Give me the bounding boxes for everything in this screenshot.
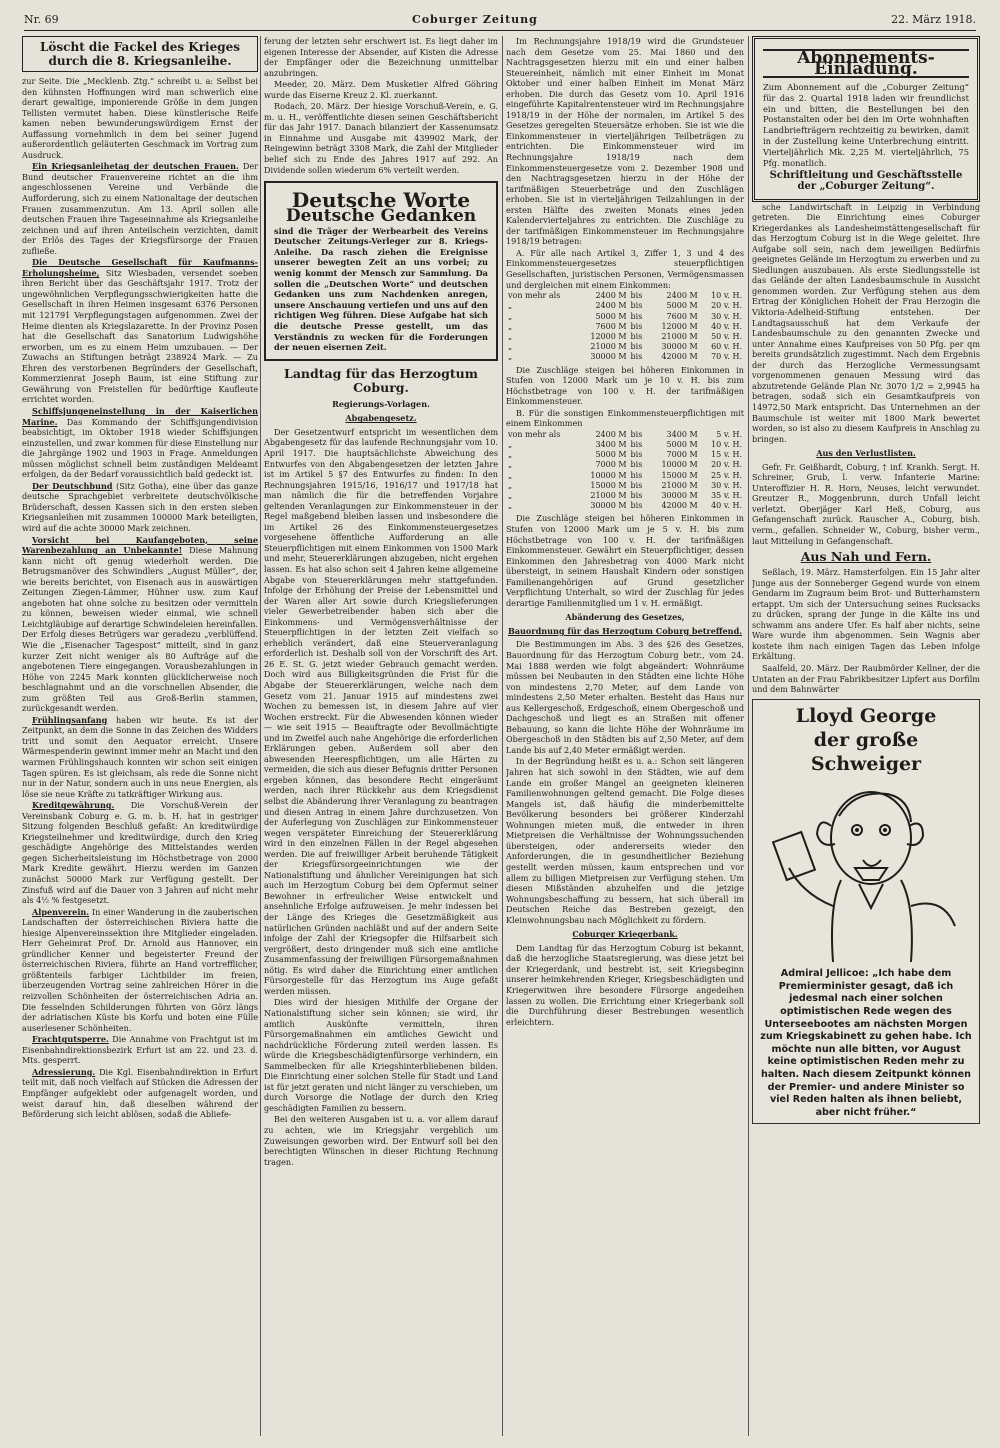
article-text: A. Für alle nach Artikel 3, Ziffer 1, 3 und 4 des Einkommensteuergesetzes steuerpflichtigen Gesellschaften, juristischen Personen, Vermögensmassen und dergleichen mit einem Einkommen: bbox=[506, 247, 744, 290]
article-text: Sitz Wiesbaden, versendet soeben ihren Bericht über das Geschäftsjahr 1917. Trotz der ungewöhnlichen Verpflegungsschwierigkeiten hatte die Gesellschaft in ihren Heimen insgesamt 6376 Personen mit 121791 Verpflegungstagen aufgenommen. Zwei der Heime dienten als Kriegslazarette. In der Provinz Posen hat die Gesellschaft das Sanatorium Ludwigshöhe erworben, um es zu einem Heim umzubauen. — Der Zuwachs an Stiftungen beträgt 238924 Mark. — Zu Ehren des verstorbenen Begründers der Gesellschaft, Kommerzienrat Joseph Baum, ist eine Stiftung zur Gewährung von Freistellen für bedürftige Kaufleute errichtet worden. bbox=[22, 267, 258, 405]
table-cell: 30000 M bbox=[590, 352, 627, 362]
column-1 bbox=[22, 36, 258, 1121]
table-row bbox=[506, 352, 744, 362]
article-heading: Kreditgewährung. bbox=[32, 800, 115, 811]
column-4 bbox=[752, 36, 980, 1124]
table-cell: 3400 M bbox=[595, 440, 627, 450]
section-title: Aus den Verlustlisten. bbox=[816, 448, 916, 459]
war-loan-slogan: Löscht die Fackel des Krieges durch die 8. Kriegsanleihe. bbox=[39, 40, 241, 68]
table-cell: 3400 M bbox=[666, 429, 698, 439]
article-text: Dem Landtag für das Herzogtum Coburg ist bekannt, daß die herzogliche Staatsregierung, was diese jetzt bei der Kriegerdank, und bestrebt ist, seit Kriegsbeginn unserer heimkehrenden Krieger, Kriegsbeschädigten und Kriegerwitwen ihre besondere Fürsorge angedeihen lassen zu wollen. Die Errichtung einer Kriegerbank soll die Durchführung dieser Bestrebungen wesentlich erleichtern. bbox=[506, 942, 744, 1027]
table-cell: 2400 M bbox=[666, 291, 698, 301]
table-row bbox=[506, 460, 744, 470]
table-cell: „ bbox=[508, 342, 513, 352]
table-row bbox=[506, 440, 744, 450]
table-cell: 21000 M bbox=[590, 342, 627, 352]
article-text: Bei den weiteren Ausgaben ist u. a. vor allem darauf zu achten, wie im Kriegsjahr vergeblich um Zuweisungen geworben wird. Der Entwurf soll bei den berechtigten Wünschen in dieser Richtung Rechnung tragen. bbox=[264, 1114, 498, 1167]
article-text: Rodach, 20. März. Der hiesige Vorschuß-Verein, e. G. m. u. H., veröffentlichte diesen seinen Geschäftsbericht für das Jahr 1917. Danach bilanziert der Kassenumsatz in Einnahme und Ausgabe mit 439902 Mark, der Reingewinn beträgt 3308 Mark, die Zahl der Mitglieder belief sich zu Ende des Jahres 1917 auf 292. An Dividende sollen wiederum 6% verteilt werden. bbox=[264, 101, 498, 175]
article-text: zur Seite. Die „Mecklenb. Ztg.“ schreibt u. a: Selbst bei den kühnsten Hoffnungen wird man schwerlich eine derart gewaltige, imponierende Größe in dem jungen Tellisten vermutet haben. Diese künstlerische Reife kamen neben bewunderungswürdigem Ernst der Auffassung vornehmlich in dem bei seiner Jugend außerordentlich geläuterten Geschmack im Vortrag zum Ausdruck. bbox=[22, 76, 258, 160]
article-text: Die Bestimmungen im Abs. 3 des §26 des Gesetzes, Bauordnung für das Herzogtum Coburg betr., vom 24. Mai 1888 werden wie folgt abgeändert: Wohnräume müssen bei Neubauten in den Städten eine lichte Höhe von mindestens 2,70 Meter, auf dem Lande von mindestens 2,50 Meter erhalten. Besteht das Haus nur aus Kellergeschoß, Erdgeschoß, einem Obergeschoß und Dachgeschoß und liegt es an Straßen mit offener Bebauung, so kann die lichte Höhe der Wohnräume im Obergeschoß in den Städten bis auf 2,50 Meter, auf dem Lande bis auf 2,40 Meter ermäßigt werden. bbox=[506, 639, 744, 755]
table-cell: 5000 M bbox=[595, 311, 627, 321]
table-cell: „ bbox=[508, 450, 513, 460]
table-cell: 42000 M bbox=[661, 501, 698, 511]
table-cell: 70 v. H. bbox=[711, 352, 742, 362]
table-cell: bis bbox=[630, 480, 643, 490]
table-cell: 21000 M bbox=[590, 491, 627, 501]
table-cell: 15000 M bbox=[661, 470, 698, 480]
table-cell: 21000 M bbox=[661, 480, 698, 490]
table-cell: 42000 M bbox=[661, 352, 698, 362]
article-text: Die Kgl. Eisenbahndirektion in Erfurt teilt mit, daß noch vielfach auf Stücken die Adressen der Empfänger aufgeklebt oder aufgenagelt worden, und weist darauf hin, daß dieselben während der Beförderung sich leicht ablösen, sodaß die Abliefe- bbox=[22, 1066, 258, 1120]
section-subtitle: Coburger Kriegerbank. bbox=[572, 929, 678, 940]
table-cell: 7600 M bbox=[595, 321, 627, 331]
article-text: (Sitz Gotha), eine über das ganze deutsche Sprachgebiet verbreitete deutschvölkische Brüderschaft, dessen Kassen sich in den ersten sieben Kriegsanleihen mit zusammen 100000 Mark beteiligten, wird auf die achte 30000 Mark zeichnen. bbox=[22, 480, 258, 533]
article-text: Das Kommando der Schiffsjungendivision beabsichtigt, im Oktober 1918 wieder Schiffsjungen einzustellen, und zwar kommen für diese Einstellung nur die Jahrgänge 1902 und 1903 in Frage. Anmeldungen müssen möglichst schnell beim zuständigen Meldeamt erfolgen, da der Bedarf voraussichtlich bald gedeckt ist. bbox=[22, 416, 258, 480]
table-cell: bis bbox=[630, 501, 643, 511]
table-row bbox=[506, 450, 744, 460]
table-row bbox=[506, 481, 744, 491]
table-cell: 60 v. H. bbox=[711, 342, 742, 352]
cartoon-title: Lloyd George bbox=[795, 704, 937, 727]
subscription-title: Abonnements-Einladung. bbox=[763, 49, 969, 78]
article-text: Der Gesetzentwurf entspricht im wesentlichen dem Abgabengesetz für das laufende Rechnungsjahr vom 10. April 1917. Die hauptsächlichste Abweichung des Entwurfes von den Abgabengesetzen der letzten Jahre ist im Artikel 5 §7 des Entwurfes zu finden: In den Rechnungsjahren 1915/16, 1916/17 und 1917/18 hat man nämlich die für die betreffenden Vorjahre geltenden Veranlagungen zur Einkommensteuer in der Regel maßgebend bleiben lassen und insbesondere die im Artikel 26 des Einkommensteuergesetzes vorgesehene öffentliche Aufforderung an alle Steuerpflichtigen mit einem Einkommen von 1500 Mark und mehr, Steuererklärungen abzugeben, nicht ergehen lassen. Es hat also schon seit 4 Jahren keine allgemeine Abgabe von Steuererklärungen mehr stattgefunden. Infolge der Erhöhung der Preise der Lebensmittel und der Waren aller Art sowie durch Kriegslieferungen vieler Gewerbetreibender haben sich aber die Einkommens- und Vermögensverhältnisse der Steuerpflichtigen in der letzten Zeit vielfach so erheblich verändert, daß eine Steuerveranlagung erforderlich ist. Deshalb soll von der Vorschrift des Art. 26 E. St. G. jetzt wieder Gebrauch gemacht werden. Doch wird aus Billigkeitsgründen die Frist für die Abgabe der Steuererklärungen, welche nach dem Gesetz vom 21. Januar 1915 auf mindestens zwei Wochen zu bemessen ist, in diesem Jahre auf vier Wochen erstreckt. Für die Abwesenden können wieder — wie seit 1915 — Beauftragte oder Bevollmächtigte und im Zweifel auch nahe Angehörige die erforderlichen Erklärungen geben. Außerdem soll aber den abwesenden Heerespflichtigen, um alle Härten zu vermeiden, die sich aus dieser Befugnis dritter Personen ergeben können, das besondere Recht eingeräumt werden, nach ihrer Rückkehr aus dem Kriegsdienst selbst die Abänderung ihrer Veranlagung zu beantragen und diesen Antrag in einem Jahre durchzusetzen. Von der Auferlegung von Zuschlägen zur Einkommensteuer wegen verspäteter Einreichung der Steuererklärung wird in den einzelnen Fällen in der Regel abgesehen werden. Die auf freiwilliger Arbeit beruhende Tätigkeit der Kriegsfürsorgeeinrichtungen wie der Nationalstiftung und ähnlicher Vereinigungen hat sich auch im Herzogtum Coburg bei dem Opfermut seiner Bewohner in erfreulicher Weise entwickelt und ansehnliche Erfolge aufzuweisen. Je mehr indessen bei der Länge des Krieges die Gesetzmäßigkeit aus natürlichen Gründen nachläßt und auf der andern Seite infolge der Zahl der Kriegsopfer die Hilfsarbeit sich vergrößert, desto dringender muß sich eine amtliche Zusammenfassung der freiwilligen Fürsorgemaßnahmen nötig. Es wird daher die Einrichtung einer amtlichen Fürsorgestelle für das Herzogtum ins Auge gefaßt werden müssen. bbox=[264, 426, 498, 996]
article-text: Diese Mahnung kann nicht oft genug wiederholt werden. Die Betrugsmanöver des Schwindlers „August Müller“, der, wie bereits berichtet, von Eisenach aus in auswärtigen Zeitungen Ziegen-Lämmer, Hühner usw. zum Kauf angeboten hat ohne solche zu besitzen oder vermitteln zu können, beweisen wieder einmal, wie schnell Leichtgläubige auf derartige Schwindeleien hereinfallen. Der Erfolg dieses Betrügers war geradezu „verblüffend. Wie die „Eisenacher Tagespost“ mitteilt, sind in ganz kurzer Zeit nicht weniger als 80 Aufträge auf die angebotenen Tiere eingegangen. Vorausbezahlungen in Höhe von 2245 Mark konnten glücklicherweise noch beschlagnahmt und an die vorschnellen Absender, die zum größten Teil aus Groß-Berlin stammen, zurückgesandt werden. bbox=[22, 545, 258, 714]
table-cell: 2400 M bbox=[595, 301, 627, 311]
article-text: B. Für die sonstigen Einkommensteuerpflichtigen mit einem Einkommen bbox=[506, 407, 744, 429]
article-text: Meeder, 20. März. Dem Musketier Alfred Göhring wurde das Eiserne Kreuz 2. Kl. zuerkannt. bbox=[264, 79, 498, 100]
section-subtitle: Abgabengesetz. bbox=[345, 413, 417, 424]
cartoon-advertisement bbox=[752, 699, 980, 1125]
table-cell: 5000 M bbox=[666, 440, 698, 450]
section-subtitle: Bauordnung für das Herzogtum Coburg betreffend. bbox=[507, 625, 743, 636]
section-title: Landtag für das Herzogtum Coburg. bbox=[284, 365, 478, 395]
table-cell: 20 v. H. bbox=[711, 301, 742, 311]
table-cell: 40 v. H. bbox=[711, 321, 742, 331]
table-row bbox=[506, 322, 744, 332]
ad-subtitle: Deutsche Gedanken bbox=[285, 206, 477, 227]
table-row bbox=[506, 301, 744, 311]
table-cell: 50 v. H. bbox=[711, 331, 742, 341]
section-subtitle: Regierungs-Vorlagen. bbox=[332, 398, 430, 409]
table-cell: 5 v. H. bbox=[716, 429, 742, 439]
table-cell: bis bbox=[630, 301, 643, 311]
article-text: In der Begründung heißt es u. a.: Schon seit längeren Jahren hat sich sowohl in den Städten, wie auf dem Lande ein großer Mangel an geeigneten kleineren Familienwohnungen geltend gemacht. Die Folge dieses Mangels ist, daß häufig die minderbemittelte Bevölkerung besonders bei größerer Kinderzahl Wohnungen mieten muß, die entweder in ihren Mietpreisen die Verhältnisse der Wohnungssuchenden übersteigen, oder andererseits wieder den Anforderungen, die in gesundheitlicher Beziehung gestellt werden müssen, kaum entsprechen und vor allem zu billigen Mietpreisen zur Verfügung stehen. Um diesen Mißständen abzuhelfen und die jetzige Wohnungsbeschaffung zu bessern, hat sich überall im Deutschen Reiche das Bestreben gezeigt, den Kleinwohnungsbau nach Möglichkeit zu fördern. bbox=[506, 756, 744, 925]
table-cell: 7000 M bbox=[666, 450, 698, 460]
table-cell: bis bbox=[630, 342, 643, 352]
column-divider bbox=[502, 36, 503, 1436]
table-row bbox=[506, 501, 744, 511]
table-cell: bis bbox=[630, 331, 643, 341]
table-cell: bis bbox=[630, 291, 643, 301]
article-text: Die Vorschuß-Verein der Vereinsbank Coburg e. G. m. b. H. hat in gestriger Sitzung folgenden Beschluß gefaßt: An kreditwürdige Kriegsteilnehmer und kreditwürdige, durch den Krieg geschädigte Angehörige des Mittelstandes werden gegen Sicherheitsleistung im Höchstbetrage von 2000 Mark Kredite gewährt. Hierzu werden im Ganzen zunächst 50000 Mark zur Verfügung gestellt. Der Zinsfuß wird auf die Dauer von 3 Jahren auf nicht mehr als 4½ % festgesetzt. bbox=[22, 800, 258, 906]
table-cell: bis bbox=[630, 311, 643, 321]
cartoon-subtitle: der große Schweiger bbox=[810, 728, 922, 775]
table-row bbox=[506, 471, 744, 481]
table-cell: 2400 M bbox=[595, 429, 627, 439]
table-cell: bis bbox=[630, 440, 643, 450]
surcharge-table-b bbox=[506, 430, 744, 512]
subscription-notice bbox=[752, 36, 980, 202]
table-cell: 10 v. H. bbox=[711, 440, 742, 450]
table-cell: 5000 M bbox=[595, 450, 627, 460]
ad-text: sind die Träger der Werbearbeit des Vereins Deutscher Zeitungs-Verleger zur 8. Kriegs-Anleihe. Da rasch ziehen die Ereignisse unserer bewegten Zeit an uns vorbei; zu wenig kommt der Mensch zur Sammlung. Da sollen die „Deutschen Worte“ und deutschen Gedanken uns zum Nachdenken anregen, unsere Anschauung vertiefen und uns auf den richtigen Weg führen. Diese Aufgabe hat sich die deutsche Presse gestellt, um das Verständnis zu wecken für die Forderungen der neuen eisernen Zeit. bbox=[274, 225, 488, 353]
table-cell: bis bbox=[630, 321, 643, 331]
article-text: Saalfeld, 20. März. Der Raubmörder Kellner, der die Untaten an der Frau Fabrikbesitzer Lipfert aus Dorfilm und dem Bahnwärter bbox=[752, 662, 980, 695]
caricature-illustration bbox=[759, 776, 973, 966]
surcharge-table-a bbox=[506, 291, 744, 362]
article-text: Dies wird der hiesigen Mithilfe der Organe der Nationalstiftung sicher sein können; sie wird, ihr amtlich Auskünfte vermitteln, ihren Fürsorgemaßnahmen ein amtliches Gewicht und nachdrückliche Förderung zuteil werden lassen. Es würde die Kriegsbeschädigtenfürsorge verhindern, ein Sammelbecken für alle Kriegshinterbliebenen bilden. Die Einrichtung einer solchen Stelle für Stadt und Land ist für jetzt geraten und nicht länger zu verschieben, um durch Vorsorge die Notlage der durch den Krieg geschädigten Familien zu bessern. bbox=[264, 997, 498, 1113]
table-cell: 21000 M bbox=[661, 331, 698, 341]
table-cell: 7000 M bbox=[595, 460, 627, 470]
table-row bbox=[506, 342, 744, 352]
table-cell: bis bbox=[630, 352, 643, 362]
table-cell: bis bbox=[630, 429, 643, 439]
table-cell: von mehr als bbox=[508, 429, 561, 439]
table-cell: 40 v. H. bbox=[711, 501, 742, 511]
subscription-text: Zum Abonnement auf die „Coburger Zeitung“ für das 2. Quartal 1918 laden wir freundlichst ein und bitten, die Bestellungen bei den Postanstalten oder bei den im Orte wohnhaften Landbriefträgern rechtzeitig zu bewirken, damit in der Zustellung keine Unterbrechung eintritt. Vierteljährlich Mk. 2,25 M. vierteljährlich, 75 Pfg. monatlich. bbox=[763, 82, 969, 168]
table-cell: 30 v. H. bbox=[711, 480, 742, 490]
table-cell: 30 v. H. bbox=[711, 311, 742, 321]
table-row bbox=[506, 332, 744, 342]
war-loan-slogan-box bbox=[22, 36, 258, 72]
article-heading: Vorsicht bei Kaufangeboten, seine Warenbezahlung an Unbekannte! bbox=[22, 534, 258, 556]
article-text: Die Annahme von Frachtgut ist im Eisenbahndirektionsbezirk Erfurt ist am 22. und 23. d. Mts. gesperrt. bbox=[22, 1034, 258, 1066]
table-cell: 10000 M bbox=[661, 460, 698, 470]
table-cell: 30000 M bbox=[661, 342, 698, 352]
table-cell: 15 v. H. bbox=[711, 450, 742, 460]
article-text: sche Landwirtschaft in Leipzig in Verbindung getreten. Die Einrichtung eines Coburger Kriegerdankes als Landesheimstättengesellschaft für das Herzogtum Coburg ist in die Wege geleitet. Ihre Aufgabe soll sein, nach dem jeweiligen Bedürfnis geeignetes Gelände im Herzogtum zu erwerben und zu Siedlungen auszubauen. Als erste Siedlungsstelle ist das Gelände der alten Landesbaumschule in Aussicht genommen worden. Zur Verfügung stehen aus dem Ertrag der Königlichen Hoheit der Frau Herzogin die Viktoria-Adelheid-Stiftung entstehen. Der Landtagsausschuß hat dem Verkaufe der Landesbaumschule zu den genannten Zwecke und unter Annahme eines Kaufpreises von 50 Pfg. per qm bereits grundsätzlich zugestimmt. Nach dem Ergebnis der durch das Herzogliche Vermessungsamt vorgenommenen genauen Messung wird das abzutretende Gelände Plan Nr. 3070 1/2 = 2,9945 ha betragen, sodaß sich ein Gesamtkaufpreis von 14972,50 Mark entspricht. Das Unternehmen an der Baumschule ist weiter mit 1800 Mark bewertet worden, so ist also zu diesem Kaufpreis in Anschlag zu bringen. bbox=[752, 201, 980, 444]
column-divider bbox=[748, 36, 749, 1436]
article-text: Der Bund deutscher Frauenvereine richtet an die ihm angeschlossenen Vereine und Verbände die Aufforderung, sich zu einem Nationaltage der deutschen Frauen zusammenzutun. Am 13. April sollen alle deutschen Frauen ihre Tageseinnahme als Kriegsanleihe zeichnen und auf ihren Anteilschein verzichten, damit der Erlös des Tages der Kriegsfürsorge der Frauen zufließe. bbox=[22, 161, 258, 256]
table-row bbox=[506, 430, 744, 440]
page-header bbox=[24, 8, 976, 31]
table-cell: 25 v. H. bbox=[711, 470, 742, 480]
table-cell: 12000 M bbox=[590, 331, 627, 341]
table-cell: 12000 M bbox=[661, 321, 698, 331]
table-cell: „ bbox=[508, 331, 513, 341]
table-row bbox=[506, 312, 744, 322]
table-cell: „ bbox=[508, 311, 513, 321]
table-row bbox=[506, 491, 744, 501]
ad-title: Deutsche Worte bbox=[291, 188, 471, 213]
article-text: ferung der letzten sehr erschwert ist. Es liegt daher im eigenen Interesse der Absender, auf Kisten die Adresse der Empfänger oder die Bezeichnung unmittelbar anzubringen. bbox=[264, 36, 498, 78]
subscription-signature: Schriftleitung und Geschäftsstelle der „Coburger Zeitung“. bbox=[769, 170, 963, 193]
article-text: Die Zuschläge steigen bei höheren Einkommen in Stufen von 12000 Mark um je 5 v. H. bis zum Höchstbetrage von 100 v. H. der tarifmäßigen Einkommensteuer. Gewährt ein Steuerpflichtiger, dessen Einkommen den Jahresbetrag von 4000 Mark nicht übersteigt, in seinem Haushalt Kindern oder sonstigen Familienangehörigen auf Grund gesetzlicher Verpflichtung Unterhalt, so wird der Zuschlag für jedes derartige Familienmitglied um 1 v. H. ermäßigt. bbox=[506, 513, 744, 608]
article-text: haben wir heute. Es ist der Zeitpunkt, an dem die Sonne in das Zeichen des Widders tritt und somit den Aequator erreicht. Unsere Wärmespenderin gewinnt immer mehr an Macht und den warmen Frühlingshauch konnten wir schon seit einigen Tagen spüren. Es ist gleichsam, als rede die Sonne nicht nur in der Natur, sondern auch in uns neue Energien, als löse sie neue Kräfte zu tatkräftiger Wirkung aus. bbox=[22, 714, 258, 799]
table-cell: 30000 M bbox=[661, 491, 698, 501]
article-text: Gefr. Fr. Geißhardt, Coburg, † inf. Krankh. Sergt. H. Schreiner, Grub, l. verw. Infanterie Marine: Unteroffizier H. R. Horn, Neuses, leicht verwundet. Greutzer R., Moggenbrunn, durch Unfall leicht verletzt. Oberjäger Karl Heß, Coburg, aus Gefangenschaft zurück. Rauscher A., Coburg, bish. verm., gefallen. Schneider W., Coburg, bisher verm., laut Mitteilung in Gefangenschaft. bbox=[752, 461, 980, 546]
section-subtitle: Abänderung des Gesetzes, bbox=[565, 612, 685, 623]
table-cell: „ bbox=[508, 501, 513, 511]
table-cell: 15000 M bbox=[590, 480, 627, 490]
article-text: In einer Wanderung in die zauberischen Landschaften der österreichischen Riviera hatte die hiesige Alpenvereinssektion ihre Mitglieder eingeladen. Herr Geheimrat Prof. Dr. Arnold aus Hannover, ein gründlicher Kenner und begeisterter Freund der österreichischen Riviera, führte an Hand vortrefflicher, größtenteils farbiger Lichtbilder im freien, überzeugenden Vortrag seine zahlreichen Hörer in die reizvollen Schönheiten der österreichischen Adria an. Die fesselnden Schilderungen führten von Görz längs der adriatischen Küste bis Korfu und boten eine Fülle auserlesener Schönheiten. bbox=[22, 906, 258, 1033]
table-cell: 10000 M bbox=[590, 470, 627, 480]
table-cell: „ bbox=[508, 440, 513, 450]
table-cell: 10 v. H. bbox=[711, 291, 742, 301]
article-heading: Schiffsjungeneinstellung in der Kaiserlichen Marine. bbox=[22, 405, 258, 427]
table-cell: „ bbox=[508, 480, 513, 490]
article-heading: Frühlingsanfang bbox=[32, 714, 108, 725]
article-heading: Der Deutschbund bbox=[32, 480, 113, 491]
table-cell: „ bbox=[508, 470, 513, 480]
table-cell: 30000 M bbox=[590, 501, 627, 511]
article-heading: Ein Kriegsanleihetag der deutschen Frauen. bbox=[32, 161, 239, 172]
table-cell: bis bbox=[630, 470, 643, 480]
column-divider bbox=[260, 36, 261, 1436]
table-cell: bis bbox=[630, 460, 643, 470]
table-cell: „ bbox=[508, 491, 513, 501]
table-cell: bis bbox=[630, 491, 643, 501]
article-text: Im Rechnungsjahre 1918/19 wird die Grundsteuer nach dem Gesetze vom 25. Mai 1860 und den Nachtragsgesetzen hierzu mit ein und einer halben Steuereinheit, nämlich mit einer Einheit im Monat Oktober und einer halben Einheit im Monat März erhoben. Die durch das Gesetz vom 10. April 1916 eingeführte Kapitalrentensteuer wird im Rechnungsjahre 1918/19 in der Höhe der normalen, im Artikel 5 des Gesetzes geregelten Steuersätze erhoben. Sie ist wie die Einkommensteuer in vierteljährigen Teilbeträgen zu entrichten. Die Einkommensteuer wird im Rechnungsjahre 1918/19 nach dem Einkommensteuergesetze vom 2. Dezember 1908 und den Nachtragsgesetzen hierzu in der Höhe der tarifmäßigen Steuerbeträge und den Zuschlägen erhoben. Sie ist in vierteljährigen Teilzahlungen in der ersten Hälfte des zweiten Monats eines jeden Kalendervierteljahres zu entrichten. Die Zuschläge zu der tarifmäßigen Einkommensteuer im Rechnungsjahre 1918/19 betragen: bbox=[506, 36, 744, 247]
table-cell: von mehr als bbox=[508, 291, 561, 301]
article-heading: Adressierung. bbox=[32, 1066, 96, 1077]
section-title: Aus Nah und Fern. bbox=[800, 549, 932, 565]
table-cell: „ bbox=[508, 321, 513, 331]
table-cell: 2400 M bbox=[595, 291, 627, 301]
article-text: Seßlach, 19. März. Hamsterfolgen. Ein 15 Jahr alter Junge aus der Sonneberger Gegend wurde von einem Gendarm im Zugraum beim Brot- und Butterhamstern ertappt. Um sich der Untersuchung seines Rucksacks zu drücken, sprang der Junge in die Kälte ins und schwamm ans andere Ufer. Es half aber nichts, seine Ware wurde ihm abgenommen. Sein Wagnis aber kostete ihm nach einigen Tagen das Leben infolge Erkältung. bbox=[752, 567, 980, 662]
masthead: Coburger Zeitung bbox=[411, 12, 538, 26]
column-2 bbox=[264, 36, 498, 1168]
article-heading: Die Deutsche Gesellschaft für Kaufmanns-Erholungsheime, bbox=[22, 257, 258, 278]
column-3 bbox=[506, 36, 744, 1028]
table-cell: 5000 M bbox=[666, 301, 698, 311]
table-cell: „ bbox=[508, 301, 513, 311]
table-cell: „ bbox=[508, 352, 513, 362]
table-cell: 7600 M bbox=[666, 311, 698, 321]
deutsche-worte-advertisement bbox=[264, 181, 498, 361]
table-cell: „ bbox=[508, 460, 513, 470]
cartoon-caption: Admiral Jellicoe: „Ich habe dem Premierminister gesagt, daß ich jedesmal nach einer solchen optimistischen Rede wegen des Unterseebootes am nächsten Morgen zum Kriegskabinett zu gehen habe. Ich möchte nun alle bitten, vor August keine optimistischen Reden mehr zu halten. Nach diesem Zeitpunkt können der Premier- und andere Minister so viel Reden halten als ihnen beliebt, aber nicht früher.“ bbox=[760, 968, 972, 1118]
table-cell: 35 v. H. bbox=[711, 491, 742, 501]
page-number: Nr. 69 bbox=[24, 12, 59, 26]
issue-date: 22. März 1918. bbox=[891, 12, 976, 26]
table-cell: bis bbox=[630, 450, 643, 460]
table-row bbox=[506, 291, 744, 301]
article-text: Die Zuschläge steigen bei höheren Einkommen in Stufen von 12000 Mark um je 10 v. H. bis zum Höchstbetrage von 100 v. H. der tarifmäßigen Einkommensteuer. bbox=[506, 364, 744, 407]
article-heading: Frachtgutsperre. bbox=[32, 1034, 109, 1045]
article-heading: Alpenverein. bbox=[32, 906, 90, 917]
table-cell: 20 v. H. bbox=[711, 460, 742, 470]
